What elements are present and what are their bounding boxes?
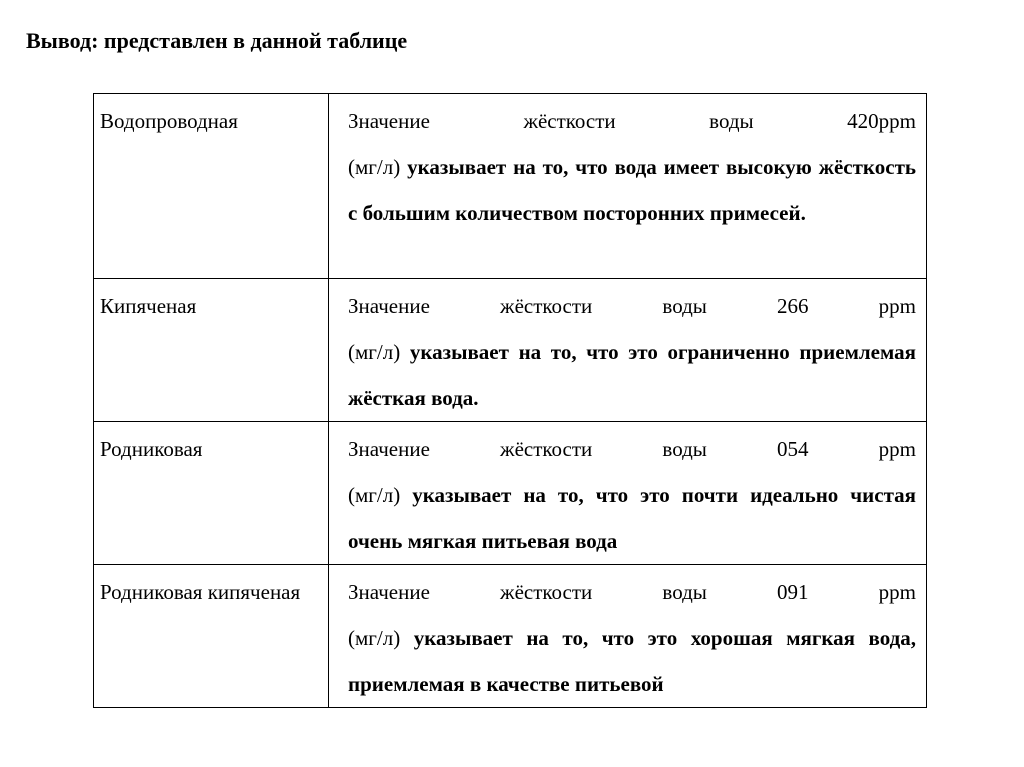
water-type-cell: Родниковая кипяченая [94, 565, 329, 708]
table-row [94, 422, 927, 565]
description-cell [329, 565, 927, 708]
conclusion-text: указывает на то, что это ограниченно приемлемая жёсткая вода. [348, 340, 917, 410]
water-type-cell: Водопроводная [94, 94, 329, 279]
results-table [93, 93, 927, 708]
table-row [94, 279, 927, 422]
table-row [94, 94, 927, 279]
unit-text: (мг/л) [348, 340, 401, 364]
water-type-cell: Родниковая [94, 422, 329, 565]
unit-text: (мг/л) [348, 626, 401, 650]
unit-text: (мг/л) [348, 483, 401, 507]
hardness-value-text: Значение жёсткости воды 266 ppm [348, 294, 916, 318]
description-cell [329, 422, 927, 565]
table-row [94, 565, 927, 708]
conclusion-text: указывает на то, что вода имеет высокую жёсткость с большим количеством посторонних примесей. [348, 155, 916, 225]
description-cell [329, 94, 927, 279]
page-title: Вывод: представлен в данной таблице [26, 28, 408, 53]
description-cell [329, 279, 927, 422]
hardness-value-text: Значение жёсткости воды 091 ppm [348, 580, 916, 604]
hardness-value-text: Значение жёсткости воды 054 ppm [348, 437, 916, 461]
water-type-cell: Кипяченая [94, 279, 329, 422]
conclusion-text: указывает на то, что это почти идеально чистая очень мягкая питьевая вода [348, 483, 917, 553]
conclusion-text: указывает на то, что это хорошая мягкая вода, приемлемая в качестве питьевой [348, 626, 917, 696]
hardness-value-text: Значение жёсткости воды 420ppm [348, 109, 916, 133]
unit-text: (мг/л) [348, 155, 401, 179]
